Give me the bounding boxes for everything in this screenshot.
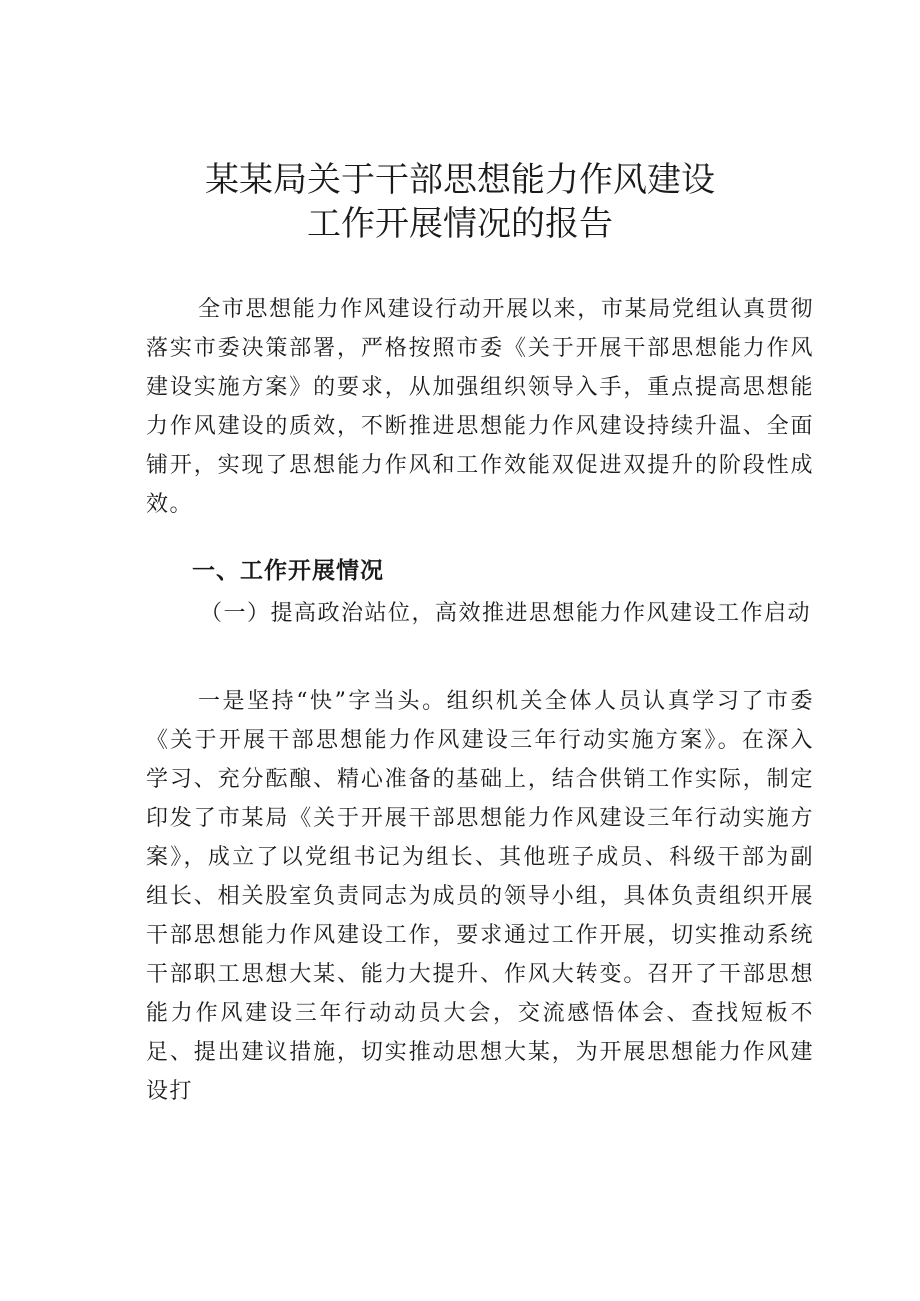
document-title-line2: 工作开展情况的报告 <box>307 204 613 244</box>
body-paragraph: 一是坚持“快”字当头。组织机关全体人员认真学习了市委《关于开展干部思想能力作风建设三年行动实施方案》。在深入学习、充分酝酿、精心准备的基础上，结合供销工作实际，制定印发了市某局《关于开展干部思想能力作风建设三年行动实施方案》，成立了以党组书记为组长、其他班子成员、科级干部为副组长、相关股室负责同志为成员的领导小组，具体负责组织开展干部思想能力作风建设工作，要求通过工作开展，切实推动系统干部职工思想大某、能力大提升、作风大转变。召开了干部思想能力作风建设三年行动动员大会，交流感悟体会、查找短板不足、提出建议措施，切实推动思想大某，为开展思想能力作风建设打 <box>146 689 814 1104</box>
section-heading: 一、工作开展情况 <box>192 558 384 584</box>
subsection-heading: （一）提高政治站位，高效推进思想能力作风建设工作启动 <box>200 601 812 626</box>
document-title-line1: 某某局关于干部思想能力作风建设 <box>205 160 715 200</box>
intro-paragraph: 全市思想能力作风建设行动开展以来，市某局党组认真贯彻落实市委决策部署，严格按照市委《关于开展干部思想能力作风建设实施方案》的要求，从加强组织领导入手，重点提高思想能力作风建设的质效，不断推进思想能力作风建设持续升温、全面铺开，实现了思想能力作风和工作效能双促进双提升的阶段性成效。 <box>146 297 814 517</box>
